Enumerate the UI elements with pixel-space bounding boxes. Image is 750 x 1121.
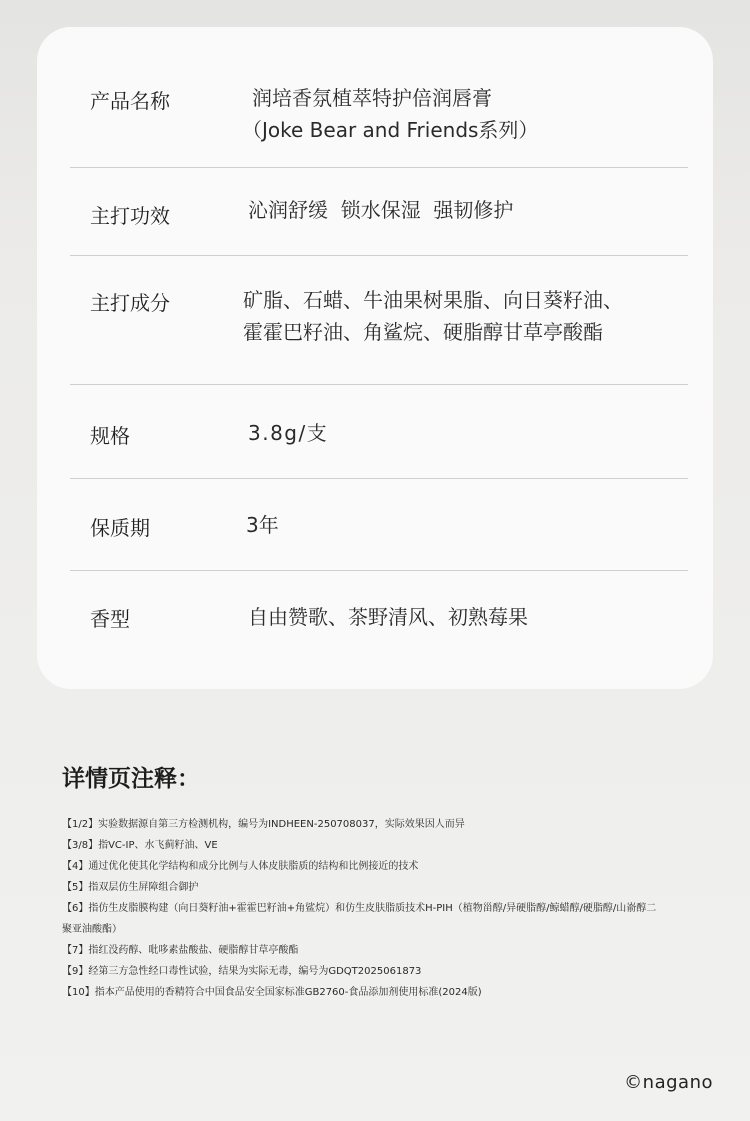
row-divider xyxy=(70,255,688,256)
note-item: 【6】指仿生皮脂膜构建（向日葵籽油+霍霍巴籽油+角鲨烷）和仿生皮肤脂质技术H-PIH（植物甾醇/异硬脂醇/鲸蜡醇/硬脂醇/山嵛醇二 xyxy=(62,903,657,914)
spec-value-line: （Joke Bear and Friends系列） xyxy=(242,118,539,142)
spec-label: 产品名称 xyxy=(90,89,170,113)
spec-value-line: 矿脂、石蜡、牛油果树果脂、向日葵籽油、 xyxy=(243,288,623,312)
spec-value xyxy=(243,284,623,348)
spec-value xyxy=(248,417,328,449)
spec-value xyxy=(246,509,279,541)
spec-value-line: 霍霍巴籽油、角鲨烷、硬脂醇甘草亭酸酯 xyxy=(243,320,603,344)
spec-value-line: 3.8g/支 xyxy=(248,421,329,445)
row-divider xyxy=(70,167,688,168)
notes-title: 详情页注释： xyxy=(62,766,200,792)
spec-label: 规格 xyxy=(90,424,130,448)
product-spec-card xyxy=(37,27,713,689)
note-item: 【10】指本产品使用的香精符合中国食品安全国家标准GB2760-食品添加剂使用标准(2024版) xyxy=(62,987,482,998)
note-item: 聚亚油酸酯） xyxy=(62,924,122,935)
brand-logo: ©nagano xyxy=(624,1072,713,1093)
spec-label: 主打功效 xyxy=(90,204,170,228)
row-divider xyxy=(70,384,688,385)
row-divider xyxy=(70,478,688,479)
notes-list xyxy=(62,814,692,1003)
spec-value xyxy=(248,601,528,633)
spec-value-line: 自由赞歌、茶野清风、初熟莓果 xyxy=(248,605,528,629)
spec-value-line: 沁润舒缓 锁水保湿 强韧修护 xyxy=(248,198,514,222)
note-item: 【4】通过优化使其化学结构和成分比例与人体皮肤脂质的结构和比例接近的技术 xyxy=(62,861,419,872)
row-divider xyxy=(70,570,688,571)
note-item: 【3/8】指VC-IP、水飞蓟籽油、VE xyxy=(62,840,218,851)
note-item: 【7】指红没药醇、吡哆素盐酸盐、硬脂醇甘草亭酸酯 xyxy=(62,945,299,956)
spec-label: 香型 xyxy=(90,607,130,631)
spec-value xyxy=(242,82,539,146)
spec-value-line: 润培香氛植萃特护倍润唇膏 xyxy=(252,86,492,110)
spec-label: 保质期 xyxy=(90,516,150,540)
note-item: 【5】指双层仿生屏障组合御护 xyxy=(62,882,199,893)
spec-value xyxy=(248,194,513,226)
spec-value-line: 3年 xyxy=(246,513,279,537)
note-item: 【9】经第三方急性经口毒性试验，结果为实际无毒，编号为GDQT2025061873 xyxy=(62,966,422,977)
spec-label: 主打成分 xyxy=(90,291,170,315)
note-item: 【1/2】实验数据源自第三方检测机构，编号为INDHEEN-250708037，实际效果因人而异 xyxy=(62,819,465,830)
